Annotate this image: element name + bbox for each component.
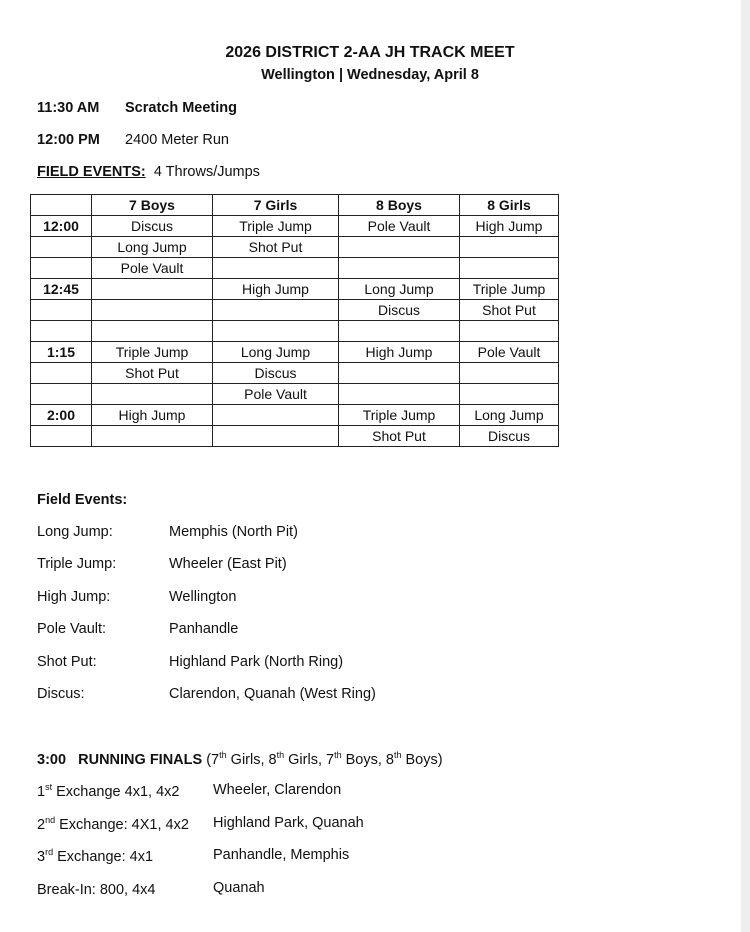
table-header-cell: 8 Girls — [460, 195, 559, 216]
table-cell — [213, 300, 339, 321]
table-cell: Pole Vault — [339, 216, 460, 237]
order-text: Girls, 8 — [226, 751, 277, 768]
running-finals-title: RUNNING FINALS — [78, 751, 203, 768]
ordinal-suffix: nd — [45, 814, 56, 825]
field-event-name: High Jump: — [37, 588, 111, 605]
table-cell: Pole Vault — [213, 384, 339, 405]
page-edge-shadow — [741, 0, 750, 932]
table-row — [31, 405, 559, 426]
table-cell: Triple Jump — [92, 342, 213, 363]
table-cell: Pole Vault — [92, 258, 213, 279]
exchange-label — [37, 847, 153, 865]
table-header-cell: 7 Girls — [213, 195, 339, 216]
running-finals-line — [37, 750, 443, 768]
ordinal-suffix: st — [45, 782, 53, 792]
table-time-cell — [31, 300, 92, 321]
table-cell — [339, 237, 460, 258]
table-time-cell — [31, 258, 92, 279]
schedule-event: 2400 Meter Run — [125, 132, 229, 148]
field-event-name: Triple Jump: — [37, 556, 117, 573]
table-cell: Pole Vault — [460, 342, 559, 363]
field-event-location: Clarendon, Quanah (West Ring) — [169, 686, 376, 702]
table-cell: Shot Put — [213, 237, 339, 258]
table-cell: Long Jump — [460, 405, 559, 426]
table-time-cell — [31, 321, 92, 342]
table-cell: Long Jump — [92, 237, 213, 258]
exchange-text: Break-In: 800, 4x4 — [37, 881, 156, 898]
table-row — [31, 384, 559, 405]
table-time-cell: 12:00 — [31, 216, 92, 237]
table-row — [31, 279, 559, 300]
exchange-text: Exchange: 4x1 — [53, 848, 154, 865]
table-cell: High Jump — [213, 279, 339, 300]
table-cell: Discus — [213, 363, 339, 384]
table-cell: Shot Put — [460, 300, 559, 321]
table-cell: Triple Jump — [213, 216, 339, 237]
table-header-row — [31, 195, 559, 216]
table-header-cell: 7 Boys — [92, 195, 213, 216]
field-event-name: Discus: — [37, 686, 85, 702]
table-header-cell — [31, 195, 92, 216]
table-cell — [339, 384, 460, 405]
table-cell: High Jump — [460, 216, 559, 237]
field-event-location: Wellington — [169, 588, 237, 605]
exchange-teams: Quanah — [213, 879, 265, 896]
running-finals-order: (7th Girls, 8th Girls, 7th Boys, 8th Boys) — [206, 750, 443, 768]
ordinal-suffix: th — [276, 750, 285, 760]
table-cell — [460, 237, 559, 258]
table-time-cell: 2:00 — [31, 405, 92, 426]
meet-title: 2026 DISTRICT 2-AA JH TRACK MEET — [225, 44, 515, 61]
exchange-label — [37, 880, 156, 898]
ordinal-suffix: rd — [45, 847, 54, 857]
table-cell — [92, 384, 213, 405]
schedule-line-scratch — [37, 100, 237, 116]
table-time-cell: 1:15 — [31, 342, 92, 363]
field-event-name: Shot Put: — [37, 653, 97, 670]
table-cell — [213, 405, 339, 426]
table-row — [31, 342, 559, 363]
table-row — [31, 258, 559, 279]
table-cell — [213, 426, 339, 447]
table-cell — [460, 384, 559, 405]
table-cell: Long Jump — [213, 342, 339, 363]
ordinal-suffix: th — [334, 750, 342, 760]
ordinal-suffix: th — [393, 750, 402, 760]
table-cell: Shot Put — [339, 426, 460, 447]
field-events-heading: Field Events: — [37, 492, 128, 508]
table-cell — [213, 321, 339, 342]
schedule-time: 12:00 PM — [37, 132, 100, 148]
table-cell — [460, 321, 559, 342]
table-row — [31, 300, 559, 321]
schedule-event: Scratch Meeting — [125, 100, 237, 116]
table-row — [31, 216, 559, 237]
field-event-location: Wheeler (East Pit) — [169, 556, 287, 573]
meet-subtitle: Wellington | Wednesday, April 8 — [261, 67, 479, 83]
field-events-label: FIELD EVENTS: — [37, 164, 146, 180]
field-events-text: 4 Throws/Jumps — [153, 164, 260, 180]
table-row — [31, 321, 559, 342]
table-time-cell — [31, 384, 92, 405]
running-finals-time: 3:00 — [37, 751, 67, 768]
table-time-cell — [31, 237, 92, 258]
table-cell: Discus — [460, 426, 559, 447]
table-cell: Discus — [339, 300, 460, 321]
table-time-cell — [31, 426, 92, 447]
exchange-teams: Wheeler, Clarendon — [213, 782, 342, 798]
table-cell: High Jump — [339, 342, 460, 363]
exchange-text: Exchange 4x1, 4x2 — [52, 783, 180, 800]
schedule-time: 11:30 AM — [37, 100, 100, 116]
table-cell — [92, 279, 213, 300]
table-header-cell: 8 Boys — [339, 195, 460, 216]
field-event-name: Pole Vault: — [37, 621, 107, 638]
schedule-line-2400 — [37, 132, 229, 148]
table-cell — [92, 321, 213, 342]
table-row — [31, 237, 559, 258]
field-event-location: Highland Park (North Ring) — [169, 653, 344, 670]
order-text: Boys) — [401, 751, 443, 768]
order-text: Girls, 7 — [284, 751, 335, 768]
table-cell — [92, 300, 213, 321]
table-time-cell — [31, 363, 92, 384]
table-cell — [339, 321, 460, 342]
exchange-number: 3 — [37, 848, 46, 865]
field-events-schedule-table — [30, 194, 559, 447]
table-cell — [92, 426, 213, 447]
table-cell: Shot Put — [92, 363, 213, 384]
table-cell — [460, 258, 559, 279]
table-cell — [339, 258, 460, 279]
exchange-teams: Highland Park, Quanah — [213, 814, 364, 831]
table-cell: High Jump — [92, 405, 213, 426]
exchange-teams: Panhandle, Memphis — [213, 847, 350, 863]
order-text: Boys, 8 — [341, 751, 394, 768]
field-event-location: Panhandle — [169, 621, 239, 638]
table-cell: Discus — [92, 216, 213, 237]
table-cell: Long Jump — [339, 279, 460, 300]
exchange-text: Exchange: 4X1, 4x2 — [55, 816, 189, 833]
table-time-cell: 12:45 — [31, 279, 92, 300]
table-row — [31, 363, 559, 384]
table-cell — [339, 363, 460, 384]
exchange-number: 1 — [37, 783, 46, 800]
field-events-summary — [37, 164, 260, 180]
table-cell: Triple Jump — [460, 279, 559, 300]
field-event-location: Memphis (North Pit) — [169, 524, 298, 540]
ordinal-suffix: th — [219, 750, 227, 760]
table-row — [31, 426, 559, 447]
table-cell — [213, 258, 339, 279]
exchange-label — [37, 782, 179, 800]
field-event-name: Long Jump: — [37, 524, 113, 540]
exchange-number: 2 — [37, 816, 46, 833]
table-cell — [460, 363, 559, 384]
exchange-label — [37, 815, 189, 833]
table-cell: Triple Jump — [339, 405, 460, 426]
